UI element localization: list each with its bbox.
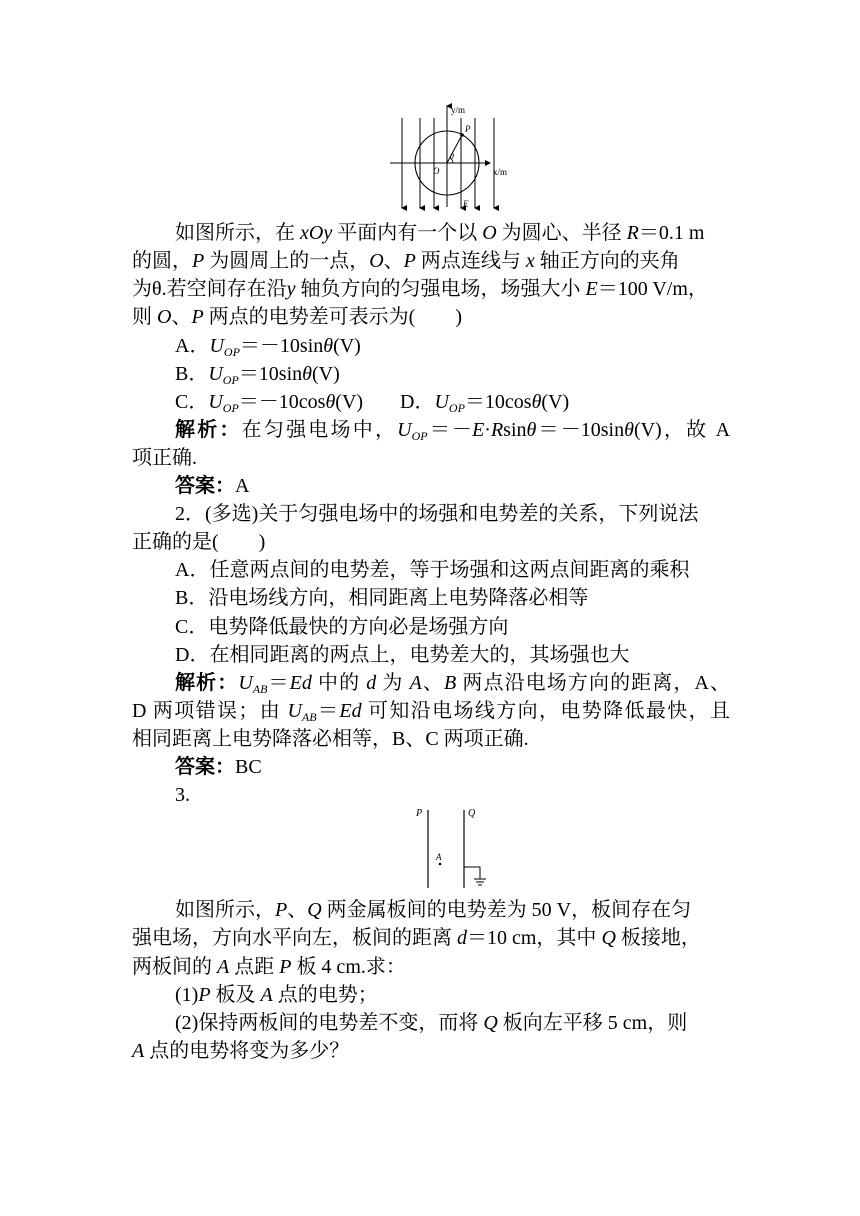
q1-option-a: A．$U_{OP}=-10\sin\theta(V)$ (175, 335, 361, 359)
q1-option-d: D．$U_{OP}=10\cos\theta(V)$ (400, 391, 570, 415)
q1-line2: 的圆，P 为圆周上的一点，O、P 两点连线与 x 轴正方向的夹角 (132, 250, 680, 272)
q1-line3: 为θ.若空间存在沿y 轴负方向的匀强电场，场强大小 E＝100 V/m， (132, 278, 708, 300)
q2-option-d: D．在相同距离的两点上，电势差大的，其场强也大 (175, 644, 630, 666)
q3-line2: 强电场，方向水平向左，板间的距离 d＝10 cm，其中 Q 板接地， (132, 927, 701, 949)
q2-option-a: A．任意两点间的电势差，等于场强和这两点间距离的乘积 (175, 559, 690, 581)
q3-line3: 两板间的 A 点距 P 板 4 cm.求： (132, 956, 406, 978)
point-p-label: P (465, 124, 471, 134)
figure-plates (408, 802, 500, 894)
q3-sub2-cont: A 点的电势将变为多少？ (132, 1040, 350, 1062)
q3-number: 3. (175, 784, 190, 806)
plate-q-label: Q (468, 808, 476, 819)
point-p (460, 133, 464, 137)
q2-analysis-line2: D 两项错误；由 $U_{AB}=Ed$ 可知沿电场线方向，电势降低最快，且 (132, 700, 731, 724)
q1-analysis-line2: 项正确. (132, 447, 197, 469)
y-axis-label: y/m (451, 105, 466, 115)
q2-analysis-line3: 相同距离上电势降落必相等，B、C 两项正确. (132, 728, 529, 750)
q1-line4: 则 O、P 两点的电势差可表示为( ) (132, 306, 462, 328)
q3-sub1: (1)P 板及 A 点的电势； (175, 984, 378, 1006)
q2-option-c: C．电势降低最快的方向必是场强方向 (175, 616, 509, 638)
q2-analysis-line1: 解析：$U_{AB}=Ed$ 中的 d 为 A、B 两点沿电场方向的距离，A、 (175, 672, 731, 696)
q1-option-b: B．$U_{OP}=10\sin\theta(V)$ (175, 363, 340, 387)
q1-answer: 答案：A (175, 475, 250, 497)
q3-sub2: (2)保持两板间的电势差不变，而将 Q 板向左平移 5 cm，则 (175, 1012, 688, 1034)
q2-line1: 2．(多选)关于匀强电场中的场强和电势差的关系，下列说法 (175, 503, 699, 525)
x-axis-label: x/m (493, 167, 508, 177)
point-a (439, 863, 442, 866)
field-label: E (463, 199, 469, 209)
q1-analysis-line1: 解析：在匀强电场中，$U_{OP}=-E\cdot Rsin\theta=-10\sin\theta(V)$，故 A (175, 419, 731, 443)
q2-line2: 正确的是( ) (132, 531, 266, 553)
origin-label: O (433, 166, 440, 176)
q1-line1: 如图所示，在 xOy 平面内有一个以 O 为圆心、半径 R＝0.1 m (175, 222, 705, 244)
q2-answer: 答案：BC (175, 756, 262, 778)
point-a-label: A (436, 852, 442, 862)
ground-wire (464, 867, 480, 879)
figure-circle-field (390, 103, 520, 211)
angle-label: θ (450, 152, 454, 161)
q2-option-b: B．沿电场线方向，相同距离上电势降落必相等 (175, 587, 589, 609)
q3-line1: 如图所示，P、Q 两金属板间的电势差为 50 V，板间存在匀 (175, 899, 692, 921)
q1-option-c: C．$U_{OP}=-10\cos\theta(V)$ (175, 391, 364, 415)
plate-p-label: P (416, 808, 423, 819)
